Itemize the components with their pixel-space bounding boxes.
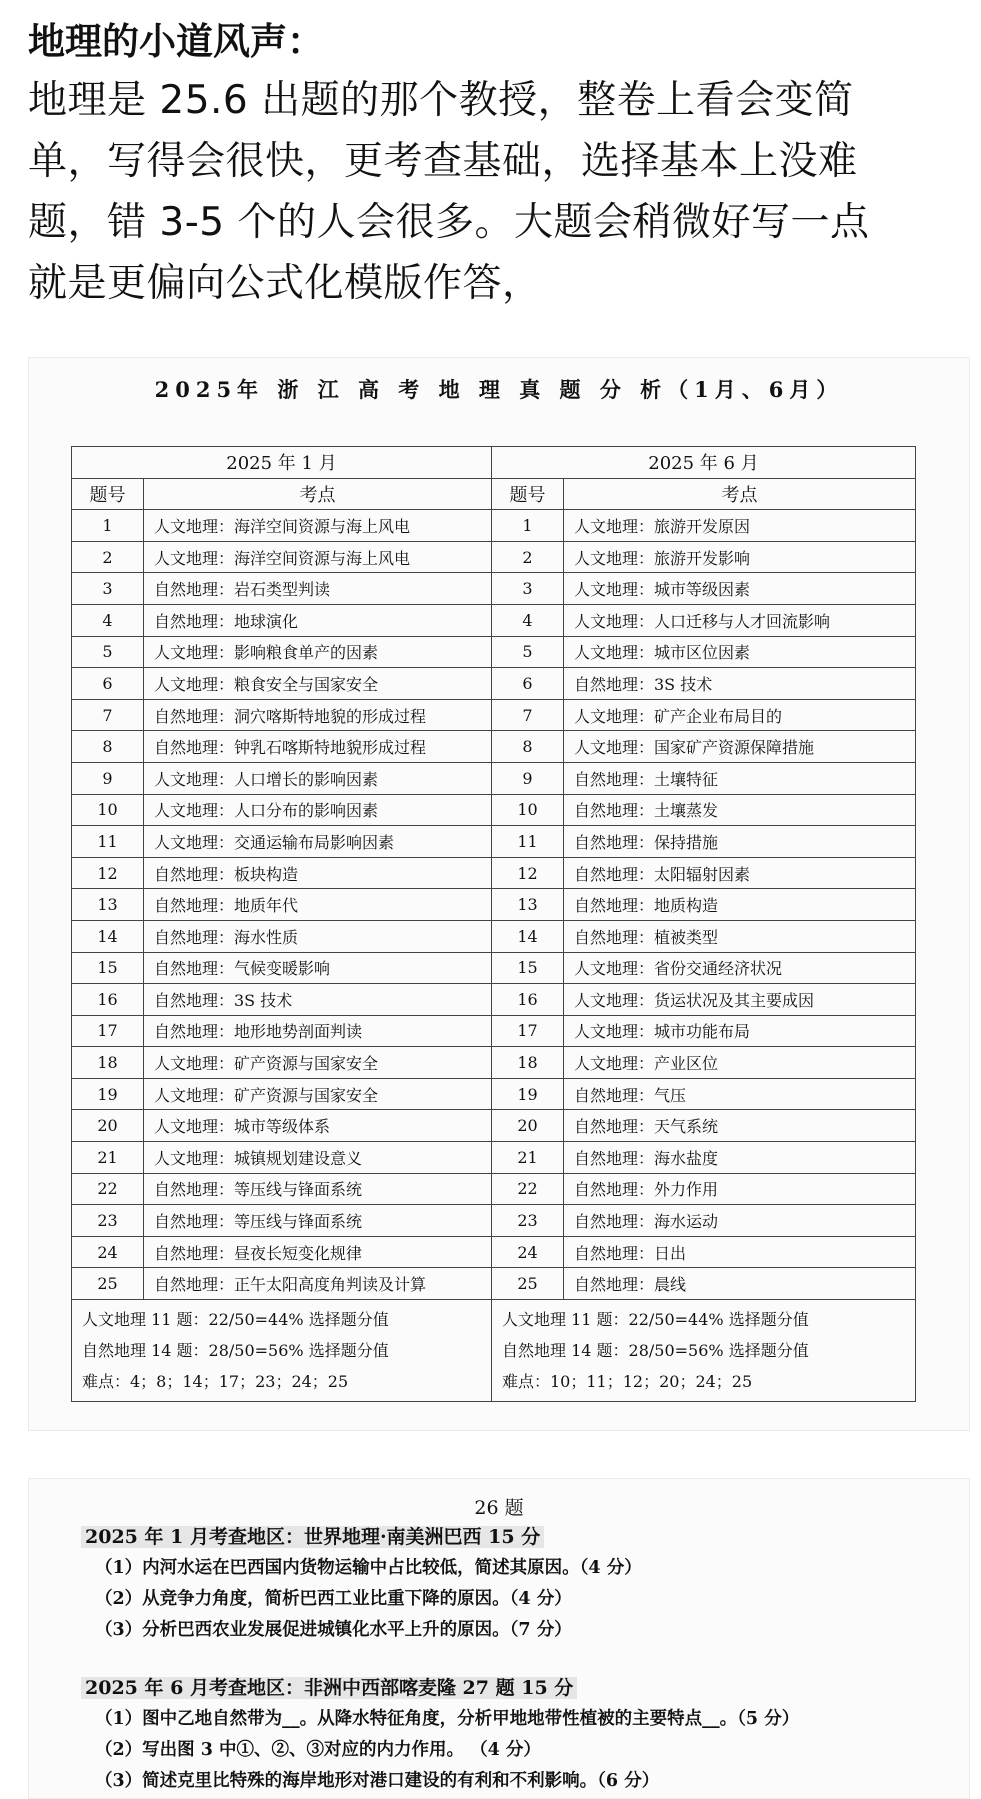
question-item: （3）简述克里比特殊的海岸地形对港口建设的有利和不利影响。（6 分） bbox=[95, 1771, 660, 1791]
jan-num: 7 bbox=[72, 699, 144, 731]
jan-num: 5 bbox=[72, 636, 144, 668]
jan-num: 16 bbox=[72, 984, 144, 1016]
jun-num: 4 bbox=[492, 604, 564, 636]
question-item: （2）写出图 3 中①、②、③对应的内力作用。 （4 分） bbox=[95, 1740, 541, 1760]
table-row bbox=[72, 1173, 916, 1205]
jun-topic: 自然地理：地质构造 bbox=[564, 889, 916, 921]
jun-topic: 人文地理：产业区位 bbox=[564, 1047, 916, 1079]
jan-num: 1 bbox=[72, 510, 144, 542]
jun-region bbox=[81, 1672, 969, 1704]
table-row bbox=[72, 699, 916, 731]
summary-line: 难点：10；11；12；20；24；25 bbox=[502, 1372, 753, 1392]
jan-num: 2 bbox=[72, 541, 144, 573]
jan-num: 17 bbox=[72, 1015, 144, 1047]
jan-topic: 人文地理：城镇规划建设意义 bbox=[144, 1142, 492, 1174]
jan-topic: 人文地理：人口分布的影响因素 bbox=[144, 794, 492, 826]
table-row bbox=[72, 1268, 916, 1300]
jun-topic: 自然地理：土壤蒸发 bbox=[564, 794, 916, 826]
jan-topic: 自然地理：洞穴喀斯特地貌的形成过程 bbox=[144, 699, 492, 731]
jun-topic: 自然地理：植被类型 bbox=[564, 920, 916, 952]
jan-num: 15 bbox=[72, 952, 144, 984]
jan-region bbox=[81, 1521, 969, 1553]
post-line: 地理是 25.6 出题的那个教授，整卷上看会变简 bbox=[28, 78, 854, 123]
table-row bbox=[72, 636, 916, 668]
jan-num: 20 bbox=[72, 1110, 144, 1142]
jan-num: 18 bbox=[72, 1047, 144, 1079]
jun-num: 14 bbox=[492, 920, 564, 952]
jun-topic: 人文地理：旅游开发原因 bbox=[564, 510, 916, 542]
table-row bbox=[72, 668, 916, 700]
jun-topic: 自然地理：外力作用 bbox=[564, 1173, 916, 1205]
post-line: 就是更偏向公式化模版作答， bbox=[28, 261, 542, 306]
jan-topic: 自然地理：等压线与锋面系统 bbox=[144, 1205, 492, 1237]
jun-num: 9 bbox=[492, 762, 564, 794]
jun-header: 2025 年 6 月 bbox=[492, 447, 916, 479]
table-row bbox=[72, 794, 916, 826]
exam-table bbox=[71, 446, 916, 1402]
jun-num: 10 bbox=[492, 794, 564, 826]
jun-num: 21 bbox=[492, 1142, 564, 1174]
jun-topic: 人文地理：城市区位因素 bbox=[564, 636, 916, 668]
jan-topic: 自然地理：岩石类型判读 bbox=[144, 573, 492, 605]
jun-num: 7 bbox=[492, 699, 564, 731]
col-num: 题号 bbox=[72, 478, 144, 510]
jun-topic: 自然地理：太阳辐射因素 bbox=[564, 857, 916, 889]
jun-num: 2 bbox=[492, 541, 564, 573]
col-num: 题号 bbox=[492, 478, 564, 510]
table-row bbox=[72, 1047, 916, 1079]
jan-num: 23 bbox=[72, 1205, 144, 1237]
jan-topic: 人文地理：城市等级体系 bbox=[144, 1110, 492, 1142]
table-row bbox=[72, 857, 916, 889]
post-line: 单，写得会很快，更考查基础，选择基本上没难 bbox=[28, 139, 858, 184]
jan-num: 13 bbox=[72, 889, 144, 921]
jun-num: 12 bbox=[492, 857, 564, 889]
table-row bbox=[72, 889, 916, 921]
table-row bbox=[72, 826, 916, 858]
jun-topic: 人文地理：货运状况及其主要成因 bbox=[564, 984, 916, 1016]
jun-topic: 自然地理：晨线 bbox=[564, 1268, 916, 1300]
table-row bbox=[72, 920, 916, 952]
table-row bbox=[72, 1142, 916, 1174]
jun-topic: 人文地理：国家矿产资源保障措施 bbox=[564, 731, 916, 763]
jan-header: 2025 年 1 月 bbox=[72, 447, 492, 479]
jun-num: 6 bbox=[492, 668, 564, 700]
jun-num: 20 bbox=[492, 1110, 564, 1142]
question-heading: 26 题 bbox=[474, 1497, 524, 1519]
jun-topic: 自然地理：气压 bbox=[564, 1078, 916, 1110]
jan-num: 11 bbox=[72, 826, 144, 858]
jun-num: 25 bbox=[492, 1268, 564, 1300]
jun-region-text: 2025 年 6 月考查地区：非洲中西部喀麦隆 27 题 15 分 bbox=[81, 1677, 577, 1699]
jun-topic: 自然地理：日出 bbox=[564, 1236, 916, 1268]
jan-num: 14 bbox=[72, 920, 144, 952]
jan-num: 22 bbox=[72, 1173, 144, 1205]
jan-topic: 自然地理：气候变暖影响 bbox=[144, 952, 492, 984]
jan-topic: 人文地理：影响粮食单产的因素 bbox=[144, 636, 492, 668]
table-row bbox=[72, 510, 916, 542]
table-row bbox=[72, 731, 916, 763]
jun-topic: 自然地理：保持措施 bbox=[564, 826, 916, 858]
jan-topic: 自然地理：等压线与锋面系统 bbox=[144, 1173, 492, 1205]
table-row bbox=[72, 541, 916, 573]
jan-num: 25 bbox=[72, 1268, 144, 1300]
jan-num: 19 bbox=[72, 1078, 144, 1110]
table-row bbox=[72, 1205, 916, 1237]
jun-num: 11 bbox=[492, 826, 564, 858]
jan-topic: 自然地理：钟乳石喀斯特地貌形成过程 bbox=[144, 731, 492, 763]
jan-topic: 人文地理：矿产资源与国家安全 bbox=[144, 1047, 492, 1079]
jan-topic: 自然地理：地质年代 bbox=[144, 889, 492, 921]
jan-topic: 自然地理：地球演化 bbox=[144, 604, 492, 636]
jun-num: 22 bbox=[492, 1173, 564, 1205]
summary-line: 自然地理 14 题：28/50=56% 选择题分值 bbox=[502, 1341, 809, 1361]
table-row bbox=[72, 604, 916, 636]
jan-topic: 人文地理：海洋空间资源与海上风电 bbox=[144, 510, 492, 542]
jan-topic: 人文地理：人口增长的影响因素 bbox=[144, 762, 492, 794]
jan-topic: 自然地理：昼夜长短变化规律 bbox=[144, 1236, 492, 1268]
jan-topic: 人文地理：海洋空间资源与海上风电 bbox=[144, 541, 492, 573]
table-body bbox=[72, 510, 916, 1300]
exam-analysis-image bbox=[28, 357, 970, 1431]
jun-num: 5 bbox=[492, 636, 564, 668]
jun-topic: 人文地理：人口迁移与人才回流影响 bbox=[564, 604, 916, 636]
jan-num: 9 bbox=[72, 762, 144, 794]
post-heading: 地理的小道风声： bbox=[28, 20, 324, 63]
jun-topic: 自然地理：土壤特征 bbox=[564, 762, 916, 794]
question-item: （3）分析巴西农业发展促进城镇化水平上升的原因。（7 分） bbox=[95, 1620, 572, 1640]
jan-num: 21 bbox=[72, 1142, 144, 1174]
jun-num: 17 bbox=[492, 1015, 564, 1047]
table-row bbox=[72, 762, 916, 794]
doc-title: 2025年 浙 江 高 考 地 理 真 题 分 析（1月、6月） bbox=[154, 377, 844, 402]
jun-num: 24 bbox=[492, 1236, 564, 1268]
jun-topic: 人文地理：旅游开发影响 bbox=[564, 541, 916, 573]
table-row bbox=[72, 984, 916, 1016]
jan-topic: 自然地理：板块构造 bbox=[144, 857, 492, 889]
jun-num: 13 bbox=[492, 889, 564, 921]
jan-num: 12 bbox=[72, 857, 144, 889]
col-topic: 考点 bbox=[564, 478, 916, 510]
jun-topic: 人文地理：城市等级因素 bbox=[564, 573, 916, 605]
jan-topic: 自然地理：3S 技术 bbox=[144, 984, 492, 1016]
jun-num: 1 bbox=[492, 510, 564, 542]
jan-topic: 自然地理：海水性质 bbox=[144, 920, 492, 952]
jan-topic: 人文地理：交通运输布局影响因素 bbox=[144, 826, 492, 858]
jan-topic: 自然地理：正午太阳高度角判读及计算 bbox=[144, 1268, 492, 1300]
col-topic: 考点 bbox=[144, 478, 492, 510]
jan-summary bbox=[72, 1300, 492, 1402]
jun-topic: 人文地理：城市功能布局 bbox=[564, 1015, 916, 1047]
question-item: （2）从竞争力角度，简析巴西工业比重下降的原因。（4 分） bbox=[95, 1589, 572, 1609]
jan-num: 10 bbox=[72, 794, 144, 826]
jan-num: 6 bbox=[72, 668, 144, 700]
jun-num: 19 bbox=[492, 1078, 564, 1110]
table-row bbox=[72, 1015, 916, 1047]
jun-topic: 自然地理：3S 技术 bbox=[564, 668, 916, 700]
jun-topic: 人文地理：省份交通经济状况 bbox=[564, 952, 916, 984]
jun-num: 3 bbox=[492, 573, 564, 605]
jan-region-text: 2025 年 1 月考查地区：世界地理·南美洲巴西 15 分 bbox=[81, 1526, 544, 1548]
summary-row bbox=[72, 1300, 916, 1402]
table-row bbox=[72, 573, 916, 605]
table-row bbox=[72, 1236, 916, 1268]
summary-line: 自然地理 14 题：28/50=56% 选择题分值 bbox=[82, 1341, 389, 1361]
summary-line: 难点：4；8；14；17；23；24；25 bbox=[82, 1372, 349, 1392]
post-line: 题，错 3-5 个的人会很多。大题会稍微好写一点 bbox=[28, 200, 870, 245]
table-row bbox=[72, 1110, 916, 1142]
jan-num: 3 bbox=[72, 573, 144, 605]
jun-summary bbox=[492, 1300, 916, 1402]
summary-line: 人文地理 11 题：22/50=44% 选择题分值 bbox=[502, 1310, 809, 1330]
jun-num: 23 bbox=[492, 1205, 564, 1237]
jun-topic: 自然地理：海水运动 bbox=[564, 1205, 916, 1237]
jun-topic: 人文地理：矿产企业布局目的 bbox=[564, 699, 916, 731]
jun-num: 8 bbox=[492, 731, 564, 763]
jan-topic: 人文地理：矿产资源与国家安全 bbox=[144, 1078, 492, 1110]
post-text bbox=[28, 14, 958, 314]
jun-topic: 自然地理：天气系统 bbox=[564, 1110, 916, 1142]
question-26-image bbox=[28, 1478, 970, 1799]
question-item: （1）内河水运在巴西国内货物运输中占比较低，简述其原因。（4 分） bbox=[95, 1558, 642, 1578]
jan-topic: 自然地理：地形地势剖面判读 bbox=[144, 1015, 492, 1047]
jun-num: 15 bbox=[492, 952, 564, 984]
jun-topic: 自然地理：海水盐度 bbox=[564, 1142, 916, 1174]
jan-num: 24 bbox=[72, 1236, 144, 1268]
table-row bbox=[72, 1078, 916, 1110]
question-item: （1）图中乙地自然带为__。从降水特征角度，分析甲地地带性植被的主要特点__。（5 分） bbox=[95, 1709, 800, 1729]
jan-num: 4 bbox=[72, 604, 144, 636]
jan-topic: 人文地理：粮食安全与国家安全 bbox=[144, 668, 492, 700]
jun-num: 16 bbox=[492, 984, 564, 1016]
table-row bbox=[72, 952, 916, 984]
jun-num: 18 bbox=[492, 1047, 564, 1079]
jan-num: 8 bbox=[72, 731, 144, 763]
summary-line: 人文地理 11 题：22/50=44% 选择题分值 bbox=[82, 1310, 389, 1330]
